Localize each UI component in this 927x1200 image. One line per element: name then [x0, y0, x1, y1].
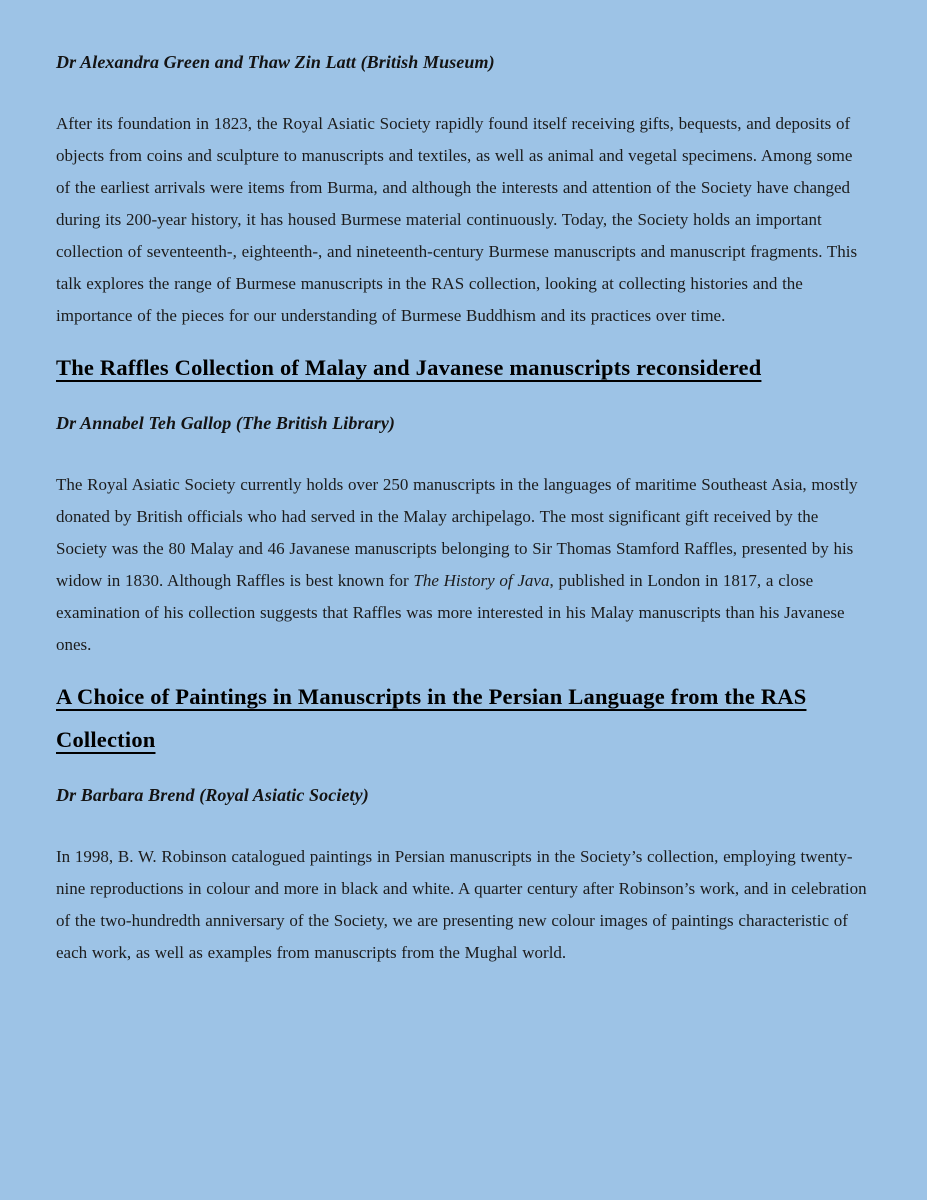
section-heading: A Choice of Paintings in Manuscripts in the Persian Language from the RAS Collection: [56, 684, 807, 752]
section-burmese-abstract: [56, 48, 871, 332]
abstract-paragraph: After its foundation in 1823, the Royal Asiatic Society rapidly found itself receiving gifts, bequests, and deposits of objects from coins and sculpture to manuscripts and textiles, as well as animal and vegetal specimens. Among some of the earliest arrivals were items from Burma, and although the interests and attention of the Society have changed during its 200-year history, it has housed Burmese material continuously. Today, the Society holds an important collection of seventeenth-, eighteenth-, and nineteenth-century Burmese manuscripts and manuscript fragments. This talk explores the range of Burmese manuscripts in the RAS collection, looking at collecting histories and the importance of the pieces for our understanding of Burmese Buddhism and its practices over time.: [56, 114, 858, 325]
speaker-byline: Dr Barbara Brend (Royal Asiatic Society): [56, 785, 369, 805]
section-raffles-abstract: [56, 346, 871, 661]
speaker-byline: Dr Alexandra Green and Thaw Zin Latt (British Museum): [56, 52, 495, 72]
speaker-byline: Dr Annabel Teh Gallop (The British Library): [56, 413, 396, 433]
section-heading: The Raffles Collection of Malay and Javanese manuscripts reconsidered: [56, 355, 762, 380]
section-persian-abstract: [56, 675, 871, 969]
abstract-paragraph: In 1998, B. W. Robinson catalogued paintings in Persian manuscripts in the Society’s collection, employing twenty-nine reproductions in colour and more in black and white. A quarter century after Robinson’s work, and in celebration of the two-hundredth anniversary of the Society, we are presenting new colour images of paintings characteristic of each work, as well as examples from manuscripts from the Mughal world.: [56, 847, 867, 962]
abstract-paragraph: The Royal Asiatic Society currently holds over 250 manuscripts in the languages of maritime Southeast Asia, mostly donated by British officials who had served in the Malay archipelago. The most significant gift received by the Society was the 80 Malay and 46 Javanese manuscripts belonging to Sir Thomas Stamford Raffles, presented by his widow in 1830. Although Raffles is best known for The History of Java, published in London in 1817, a close examination of his collection suggests that Raffles was more interested in his Malay manuscripts than his Javanese ones.: [56, 475, 858, 654]
